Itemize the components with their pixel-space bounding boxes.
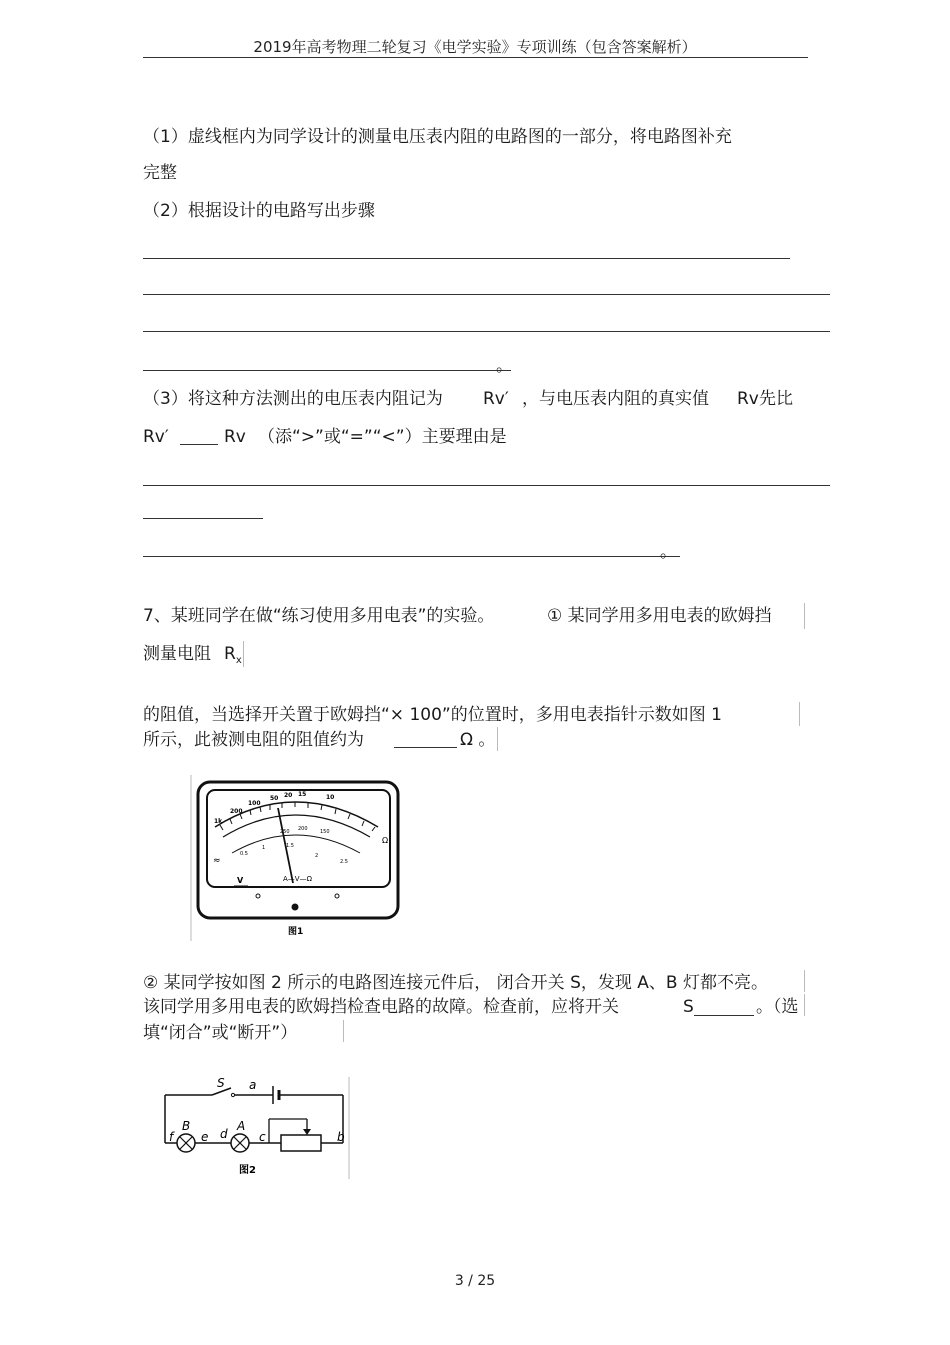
ohm-tick-label: 200 <box>230 808 243 815</box>
answer-blank-line[interactable] <box>143 370 511 371</box>
meter-face <box>207 790 390 887</box>
q6-part3-c: 先比 <box>759 389 793 409</box>
answer-blank-line[interactable] <box>143 556 680 557</box>
period-mark: 。 <box>496 356 513 376</box>
page-header: 2019年高考物理二轮复习《电学实验》专项训练（包含答案解析） <box>253 38 697 56</box>
label-a-node: a <box>249 1078 257 1092</box>
q6-part2: （2）根据设计的电路写出步骤 <box>143 201 375 221</box>
figure-1-caption: 图1 <box>288 927 304 937</box>
label-b-node: b <box>337 1130 345 1144</box>
q7-part2-line1: ② 某同学按如图 2 所示的电路图连接元件后， 闭合开关 S，发现 A、B 灯都不亮。 <box>143 973 768 993</box>
header-rule <box>143 57 808 58</box>
text-edge <box>497 727 498 751</box>
low-tick-label: 2.5 <box>340 859 348 865</box>
rx-symbol: $R_x$ <box>224 644 242 666</box>
rv-prime-symbol: Rv′ <box>483 389 509 409</box>
q6-part3-line2: （添“>”或“=”“<”）主要理由是 <box>258 427 507 447</box>
ac-symbol: ≈ <box>213 856 221 866</box>
q7-line1-a: 7、某班同学在做“练习使用多用电表”的实验。 <box>143 606 495 626</box>
q7-part2-line2-a: 该同学用多用电表的欧姆挡检查电路的故障。检查前，应将开关 <box>143 997 619 1017</box>
ohm-symbol: Ω <box>382 836 389 845</box>
q7-part2-line3: 填“闭合”或“断开”） <box>143 1023 298 1043</box>
resistance-answer-blank[interactable] <box>394 747 457 748</box>
ohm-tick-label: 15 <box>298 791 307 798</box>
v-symbol: V <box>237 876 244 885</box>
label-s: S <box>217 1076 225 1090</box>
figure-2-caption: 图2 <box>239 1165 256 1176</box>
q7-line4-b: Ω 。 <box>460 730 496 750</box>
answer-blank-line[interactable] <box>143 258 790 259</box>
q7-line1-b: ① 某同学用多用电表的欧姆挡 <box>547 606 772 626</box>
label-f-node: f <box>169 1130 174 1144</box>
text-edge <box>243 641 244 667</box>
text-edge <box>799 702 800 726</box>
figure-2-circuit <box>157 1075 353 1181</box>
low-tick-label: 0.5 <box>240 851 248 857</box>
mode-label: A—V—Ω <box>283 875 312 883</box>
label-c-node: c <box>259 1130 266 1144</box>
page-number: 3 / 25 <box>454 1273 496 1289</box>
text-edge <box>343 1020 344 1042</box>
label-e-node: e <box>201 1130 209 1144</box>
rv-symbol: Rv <box>737 389 759 409</box>
q7-line2: 测量电阻 <box>143 644 211 664</box>
label-lamp-a: A <box>237 1119 246 1133</box>
low-tick-label: 1.5 <box>286 843 294 849</box>
text-edge <box>804 994 805 1016</box>
meter-zero-knob-icon <box>292 904 299 911</box>
switch-s-symbol: S <box>683 997 694 1017</box>
answer-blank-line[interactable] <box>143 485 830 486</box>
ohm-tick-label: 1k <box>214 818 223 825</box>
q7-part2-line2-c: 。（选 <box>756 997 799 1017</box>
q6-part3-b: ，与电压表内阻的真实值 <box>522 389 709 409</box>
label-d-node: d <box>220 1127 228 1141</box>
q6-part1-line2: 完整 <box>143 163 177 183</box>
label-lamp-b: B <box>182 1119 191 1133</box>
volt-tick-label: 250 <box>280 829 290 835</box>
q7-line4-a: 所示，此被测电阻的阻值约为 <box>143 730 364 750</box>
text-edge <box>804 603 805 629</box>
text-edge <box>804 970 805 992</box>
rv-symbol: Rv <box>224 427 246 447</box>
ohm-tick-label: 20 <box>284 792 293 799</box>
switch-state-blank[interactable] <box>694 1015 754 1016</box>
figure-1-multimeter <box>190 775 405 943</box>
q6-part3-a: （3）将这种方法测出的电压表内阻记为 <box>143 389 443 409</box>
ohm-tick-label: 100 <box>248 800 261 807</box>
rheostat-icon <box>281 1135 321 1151</box>
low-tick-label: 2 <box>315 853 319 859</box>
answer-blank-line[interactable] <box>143 518 263 519</box>
rv-prime-symbol: Rv′ <box>143 427 169 447</box>
compare-blank[interactable] <box>180 444 218 445</box>
volt-tick-label: 150 <box>320 829 330 835</box>
answer-blank-line[interactable] <box>143 294 830 295</box>
ohm-tick-label: 50 <box>270 795 279 802</box>
volt-tick-label: 200 <box>298 826 308 832</box>
ohm-tick-label: 10 <box>326 794 335 801</box>
q7-line3: 的阻值，当选择开关置于欧姆挡“× 100”的位置时，多用电表指针示数如图 1 <box>143 705 722 725</box>
period-mark: 。 <box>660 542 677 562</box>
q6-part1-line1: （1）虚线框内为同学设计的测量电压表内阻的电路图的一部分，将电路图补充 <box>143 127 732 147</box>
answer-blank-line[interactable] <box>143 331 830 332</box>
low-tick-label: 1 <box>262 845 266 851</box>
